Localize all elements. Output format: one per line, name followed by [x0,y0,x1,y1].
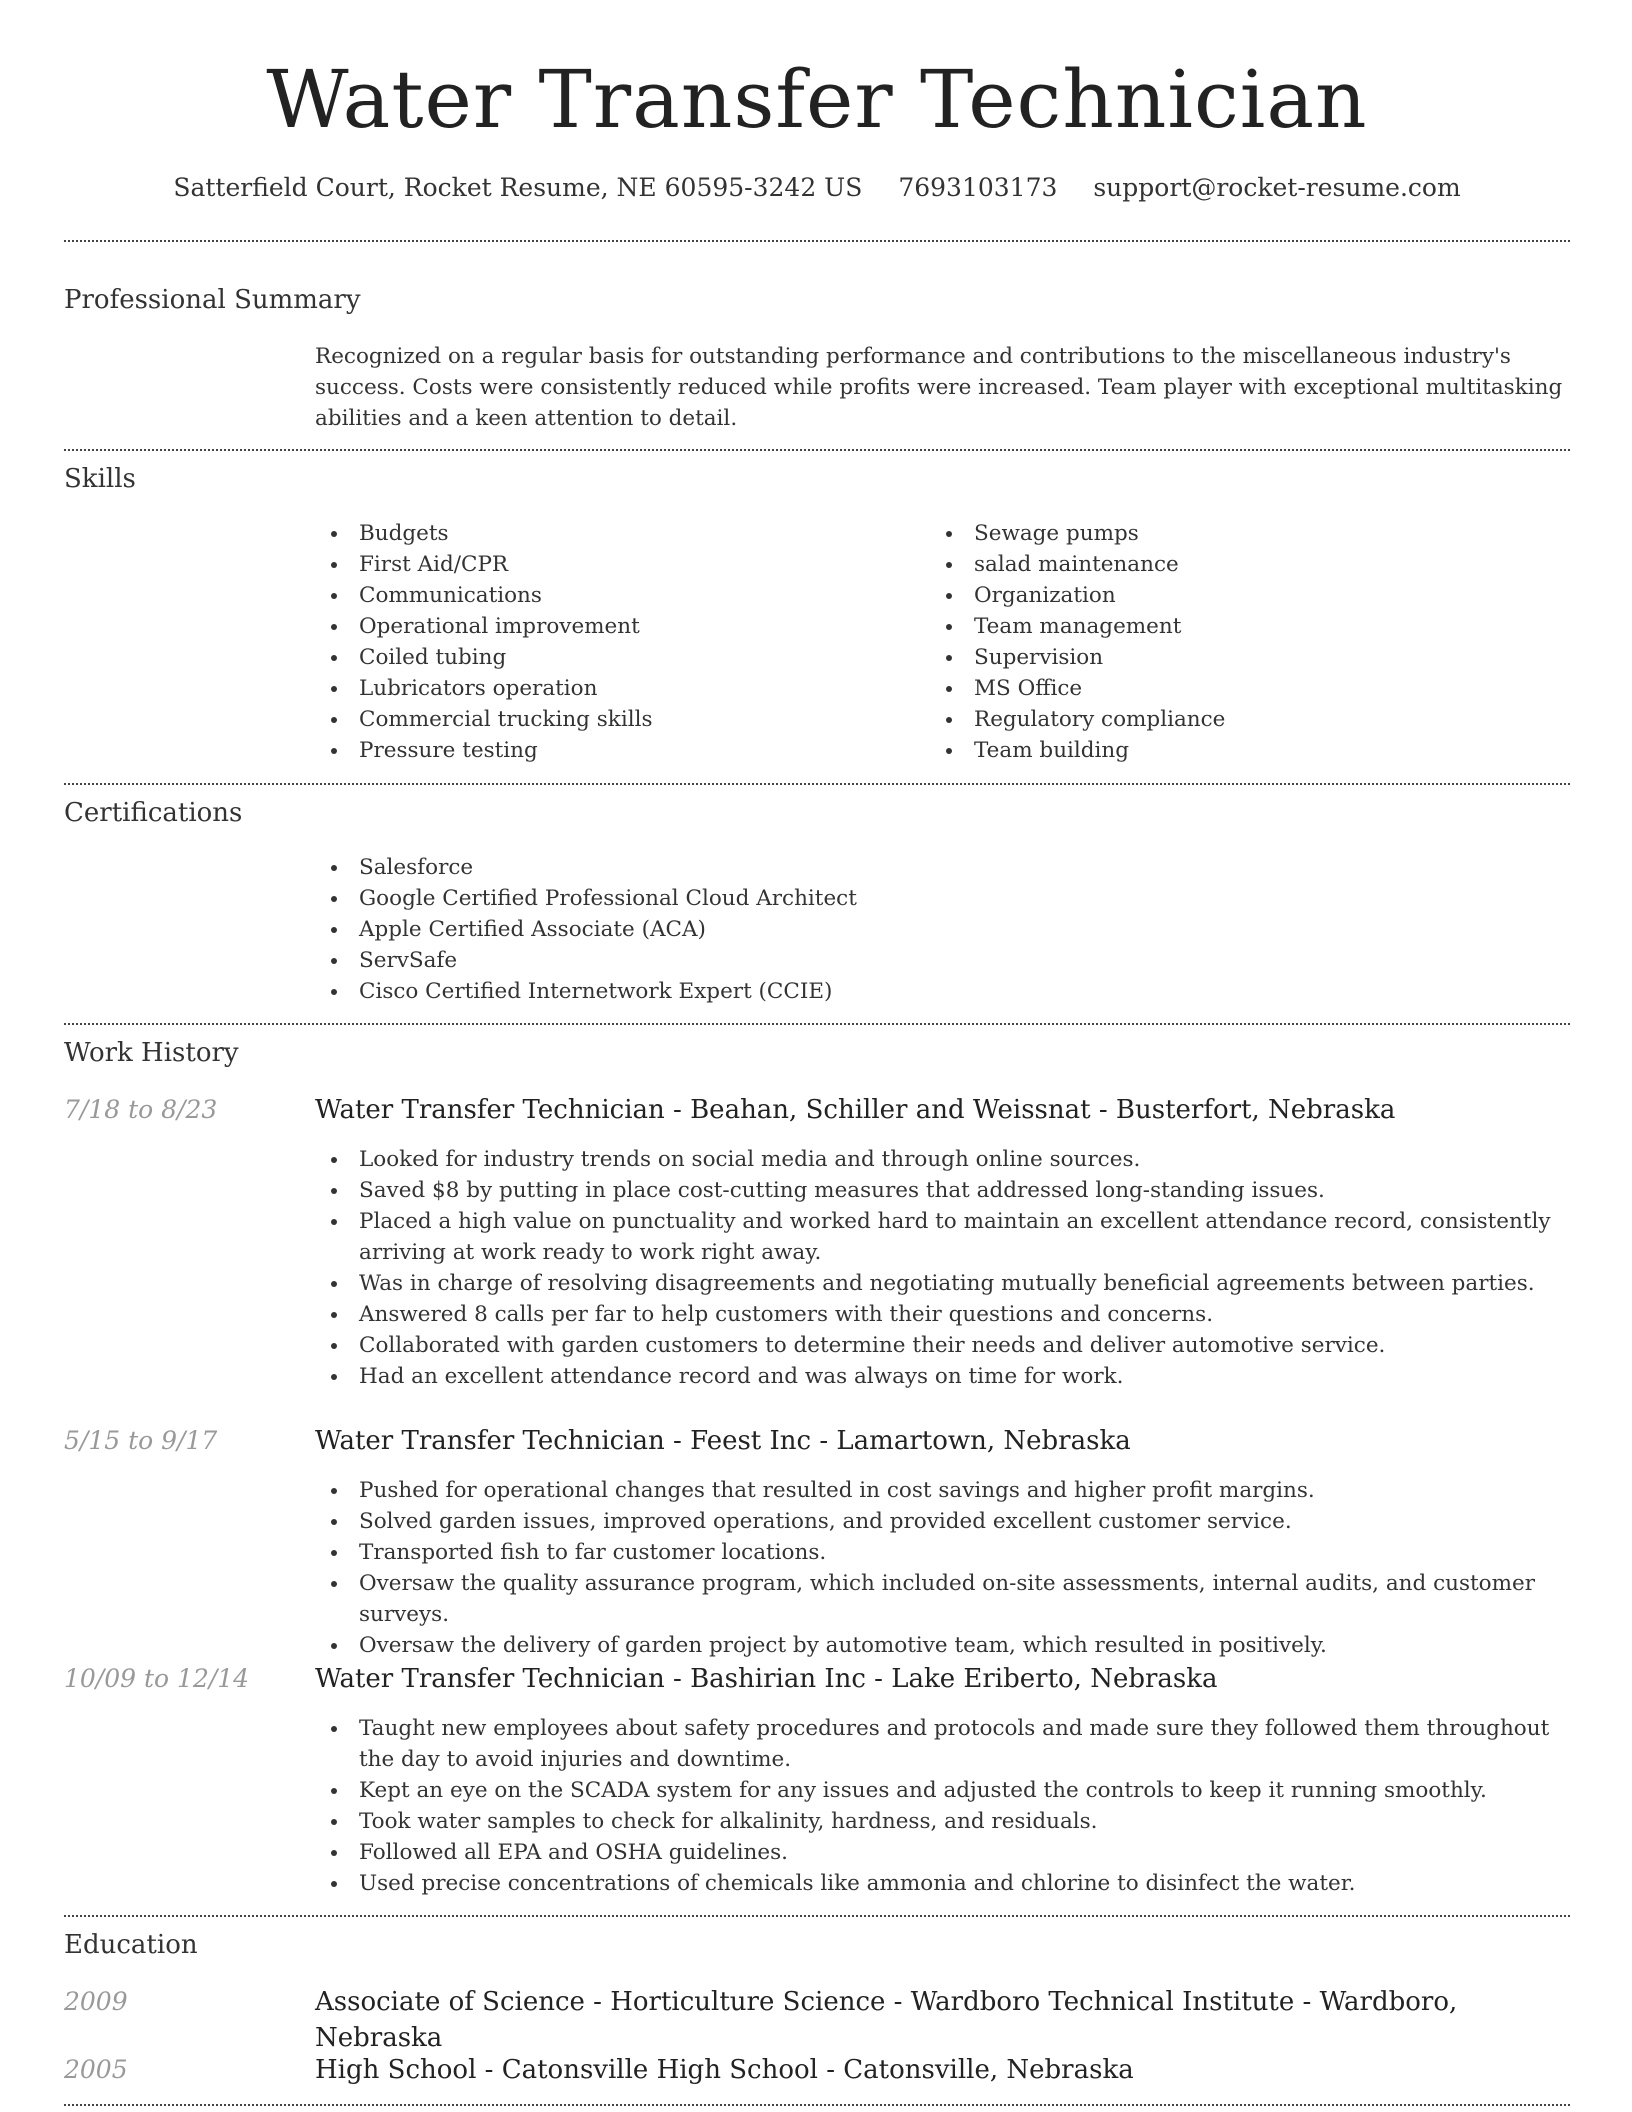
education-year: 2009 [64,1987,128,2016]
skill-item: Communications [315,580,915,611]
job-dates: 5/15 to 9/17 [64,1426,218,1455]
job-bullet: Placed a high value on punctuality and worked hard to maintain an excellent attendance record, consistently arriving at work ready to work right away. [315,1206,1570,1268]
section-title-work-history: Work History [64,1038,239,1068]
section-title-certifications: Certifications [64,798,243,828]
certification-item: Salesforce [315,852,1570,883]
divider [64,2104,1570,2106]
summary-text: Recognized on a regular basis for outstanding performance and contributions to the miscellaneous industry's success. Costs were consistently reduced while profits were increased. Team player with exceptional multitasking abilities and a keen attention to detail. [315,344,1563,431]
job-dates: 7/18 to 8/23 [64,1095,218,1124]
candidate-name: Water Transfer Technician [266,53,1368,146]
skill-item: Budgets [315,518,915,549]
skill-item: Team building [930,735,1530,766]
job-bullet: Transported fish to far customer locations. [315,1537,1570,1568]
certification-item: ServSafe [315,945,1570,976]
job-bullet: Kept an eye on the SCADA system for any issues and adjusted the controls to keep it running smoothly. [315,1775,1570,1806]
job-dates: 10/09 to 12/14 [64,1664,250,1693]
certification-item: Cisco Certified Internetwork Expert (CCIE) [315,976,1570,1007]
divider [64,240,1570,242]
skill-item: Organization [930,580,1530,611]
job-bullet: Collaborated with garden customers to determine their needs and deliver automotive service. [315,1330,1570,1361]
skill-item: Supervision [930,642,1530,673]
job-bullet: Was in charge of resolving disagreements and negotiating mutually beneficial agreements between parties. [315,1268,1570,1299]
certifications-list [315,852,1570,1007]
job-bullet: Took water samples to check for alkalinity, hardness, and residuals. [315,1806,1570,1837]
divider [64,783,1570,785]
skill-item: salad maintenance [930,549,1530,580]
contact-address: Satterfield Court, Rocket Resume, NE 60595-3242 US [173,173,863,202]
skill-item: Sewage pumps [930,518,1530,549]
skill-item: Regulatory compliance [930,704,1530,735]
skill-item: First Aid/CPR [315,549,915,580]
skill-item: Operational improvement [315,611,915,642]
job-bullet: Answered 8 calls per far to help customers with their questions and concerns. [315,1299,1570,1330]
job-bullet: Oversaw the delivery of garden project by automotive team, which resulted in positively. [315,1630,1570,1661]
job-bullets [315,1144,1570,1392]
skill-item: MS Office [930,673,1530,704]
certification-item: Apple Certified Associate (ACA) [315,914,1570,945]
job-bullet: Saved $8 by putting in place cost-cutting measures that addressed long-standing issues. [315,1175,1570,1206]
job-bullet: Had an excellent attendance record and was always on time for work. [315,1361,1570,1392]
job-bullet: Used precise concentrations of chemicals like ammonia and chlorine to disinfect the water. [315,1868,1570,1899]
education-title: High School - Catonsville High School - Catonsville, Nebraska [315,2055,1134,2085]
skill-item: Commercial trucking skills [315,704,915,735]
skill-item: Pressure testing [315,735,915,766]
job-bullet: Pushed for operational changes that resulted in cost savings and higher profit margins. [315,1475,1570,1506]
job-title: Water Transfer Technician - Bashirian Inc - Lake Eriberto, Nebraska [315,1664,1218,1694]
job-title: Water Transfer Technician - Feest Inc - Lamartown, Nebraska [315,1426,1131,1456]
skill-item: Coiled tubing [315,642,915,673]
education-title: Associate of Science - Horticulture Science - Wardboro Technical Institute - Wardboro, Nebraska [315,1987,1458,2053]
section-title-summary: Professional Summary [64,285,361,315]
certification-item: Google Certified Professional Cloud Architect [315,883,1570,914]
job-bullets [315,1713,1570,1899]
job-bullet: Oversaw the quality assurance program, which included on-site assessments, internal audits, and customer surveys. [315,1568,1570,1630]
divider [64,449,1570,451]
job-title: Water Transfer Technician - Beahan, Schiller and Weissnat - Busterfort, Nebraska [315,1095,1396,1125]
contact-email: support@rocket-resume.com [1093,173,1461,202]
skill-item: Lubricators operation [315,673,915,704]
job-bullets [315,1475,1570,1661]
job-bullet: Taught new employees about safety procedures and protocols and made sure they followed them throughout the day to avoid injuries and downtime. [315,1713,1570,1775]
divider [64,1023,1570,1025]
section-title-education: Education [64,1930,198,1960]
contact-line [64,170,1570,206]
skills-list-right [930,518,1530,766]
contact-phone: 7693103173 [898,173,1058,202]
skills-list-left [315,518,915,766]
divider [64,1915,1570,1917]
education-year: 2005 [64,2055,128,2084]
section-title-skills: Skills [64,464,136,494]
job-bullet: Followed all EPA and OSHA guidelines. [315,1837,1570,1868]
job-bullet: Looked for industry trends on social media and through online sources. [315,1144,1570,1175]
skill-item: Team management [930,611,1530,642]
job-bullet: Solved garden issues, improved operations, and provided excellent customer service. [315,1506,1570,1537]
